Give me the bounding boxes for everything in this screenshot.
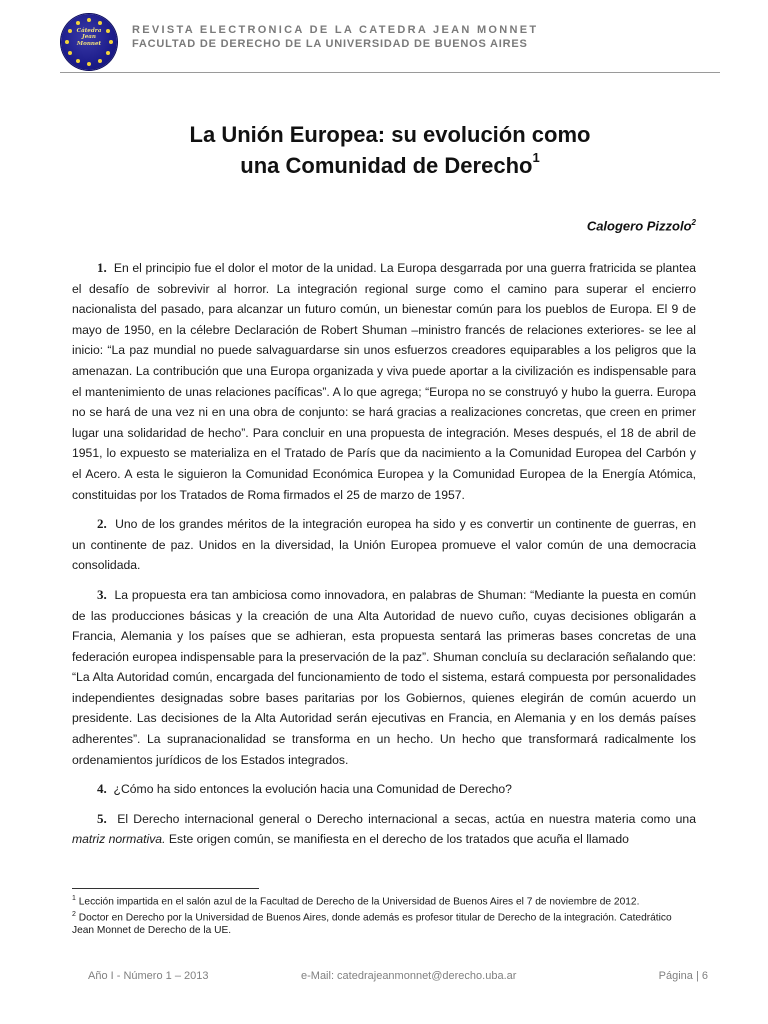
contact-email[interactable]: e-Mail: catedrajeanmonnet@derecho.uba.ar bbox=[301, 970, 517, 982]
faculty-name: FACULTAD DE DERECHO DE LA UNIVERSIDAD DE BUENOS AIRES bbox=[132, 38, 528, 50]
italic-term: matriz normativa. bbox=[72, 832, 166, 847]
header-divider bbox=[60, 72, 720, 73]
journal-name: REVISTA ELECTRONICA DE LA CATEDRA JEAN MONNET bbox=[132, 24, 539, 36]
author-name: Calogero Pizzolo$^2$ bbox=[586, 218, 696, 234]
logo-lettering: Cátedra Jean Monnet bbox=[76, 28, 102, 47]
paragraph-number: 4. bbox=[97, 781, 107, 797]
paragraph-number: 2. bbox=[97, 516, 107, 532]
page-number: Página | 6 bbox=[658, 970, 708, 982]
footnote-ref-1[interactable]: 1 bbox=[532, 149, 540, 165]
paragraph-number: 3. bbox=[97, 586, 107, 602]
footnotes bbox=[72, 893, 696, 938]
paragraph-4: 4. ¿Cómo ha sido entonces la evolución hacia una Comunidad de Derecho? bbox=[97, 781, 512, 797]
article-title bbox=[60, 119, 720, 181]
footnote-1: $^1$ Lección impartida en el salón azul de la Facultad de Derecho de la Universidad de Buenos Aires el 7 de noviembre de 2012. bbox=[72, 895, 640, 908]
footnote-divider bbox=[72, 888, 259, 889]
paragraph-number: 1. bbox=[97, 260, 107, 275]
paragraph-1: 1. En el principio fue el dolor el motor de la unidad. La Europa desgarrada por una guerra fratricida se plantea el desafío de sobrevivir al horror. La integración regional surge como el camino para superar el encierro nacionalista del pasado, para alcanzar un futuro común, un bienestar común para los pueblos de Europa. El 9 de mayo de 1950, en la célebre Declaración de Robert Shuman –ministro francés de relaciones exteriores- se lee al inicio: “La paz mundial no puede salvaguardarse sin unos esfuerzos creadores equiparables a los peligros que la amenazan. La contribución que una Europa organizada y viva puede aportar a la civilización es indispensable para el mantenimiento de unas relaciones pacíficas”. A lo que agrega; “Europa no se construyó y hubo la guerra. Europa no se hará de una vez ni en una obra de conjunto: se hará gracias a realizaciones concretas, que creen en primer lugar una solidaridad de hecho”. Para concluir en una propuesta de integración. Meses después, el 18 de abril de 1951, lo expuesto se materializa en el Tratado de París que da nacimiento a la Comunidad Europea del Carbón y el Acero. A esta le siguieron la Comunidad Económica Europea y la Comunidad Europea de la Energía Atómica, constituidas por los Tratados de Roma firmados el 25 de marzo de 1957. bbox=[72, 260, 697, 502]
paragraph-number: 5. bbox=[97, 810, 107, 826]
article-body bbox=[72, 258, 696, 859]
page-header bbox=[60, 12, 720, 74]
jean-monnet-logo bbox=[61, 14, 117, 70]
footnote-2: $^2$ Doctor en Derecho por la Universidad de Buenos Aires, donde además es profesor titular de Derecho de la integración. Catedrático Jean Monnet de Derecho de la UE. bbox=[72, 910, 672, 936]
paragraph-2: 2. Uno de los grandes méritos de la integración europea ha sido y es convertir un continente de guerras, en un continente de paz. Unidos en la diversidad, la Unión Europea promueve el valor común de una democracia consolidada. bbox=[72, 516, 696, 573]
footnote-ref-2[interactable]: 2 bbox=[691, 218, 696, 227]
title-line-2: una Comunidad de Derecho$^1$ bbox=[240, 149, 540, 178]
issue-info: Año I - Número 1 – 2013 bbox=[88, 970, 209, 982]
paragraph-5: 5. El Derecho internacional general o Derecho internacional a secas, actúa en nuestra materia como una matriz normativa. Este origen común, se manifiesta en el derecho de los tratados que acuña el llamado bbox=[72, 810, 696, 847]
title-line-1: La Unión Europea: su evolución como bbox=[189, 122, 591, 147]
paragraph-3: 3. La propuesta era tan ambiciosa como innovadora, en palabras de Shuman: “Mediante la puesta en común de las producciones básicas y la creación de una Alta Autoridad de nuevo cuño, cuyas decisiones obligarán a Francia, Alemania y los países que se adhieran, esta propuesta sentará las primeras bases concretas de una federación europea indispensable para la preservación de la paz”. Shuman concluía su declaración señalando que: “La Alta Autoridad común, encargada del funcionamiento de todo el sistema, estará compuesta por personalidades independientes designadas sobre bases paritarias por los Gobiernos, quienes elegirán de común acuerdo un presidente. Las decisiones de la Alta Autoridad serán ejecutivas en Francia, en Alemania y en los demás países adherentes”. La supranacionalidad se transforma en un hecho. Un hecho que transformará radicalmente los ordenamientos jurídicos de los Estados integrados. bbox=[72, 586, 696, 767]
